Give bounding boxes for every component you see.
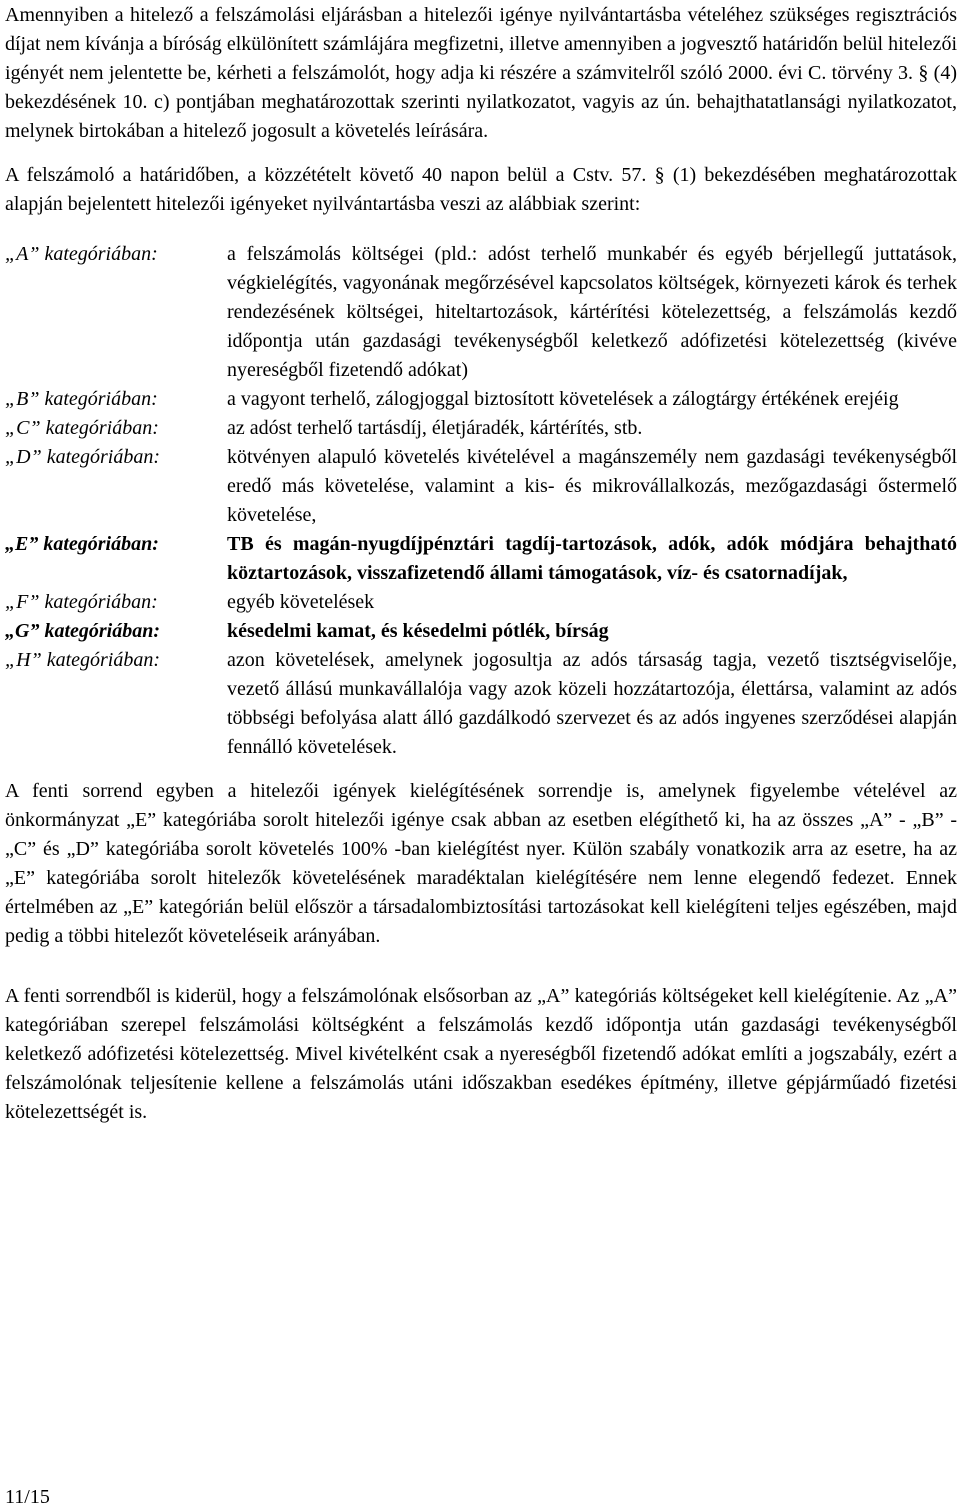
spacer xyxy=(5,951,957,982)
category-label-g: „G” kategóriában: xyxy=(5,620,160,642)
spacer xyxy=(5,146,957,161)
category-label-f: „F” kategóriában: xyxy=(5,591,158,613)
paragraph-conclusion: A fenti sorrendből is kiderül, hogy a felszámolónak elsősorban az „A” kategóriás költségeket kell kielégítenie. Az „A” kategóriában szerepel felszámolási költségként a felszámolás kezdő időpontja után gazdasági tevékenységből keletkező adófizetési kötelezettség. Mivel kivételként csak a nyereségből fizetendő adókat említi a jogszabály, ezért a felszámolónak teljesítenie kellene a felszámolás utáni időszakban esedékes építmény, illetve gépjárműadó fizetési kötelezettségét is. xyxy=(5,985,957,1123)
category-label-b: „B” kategóriában: xyxy=(5,388,158,410)
category-row-c xyxy=(5,414,957,443)
category-text-g: késedelmi kamat, és késedelmi pótlék, bírság xyxy=(227,620,609,642)
category-row-e xyxy=(5,530,957,588)
paragraph-deadline: A felszámoló a határidőben, a közzétételt követő 40 napon belül a Cstv. 57. § (1) bekezdésében meghatározottak alapján bejelentett hitelezői igényeket nyilvántartásba veszi az alábbiak szerint: xyxy=(5,164,957,215)
paragraph-intro: Amennyiben a hitelező a felszámolási eljárásban a hitelezői igénye nyilvántartásba vételéhez szükséges regisztrációs díjat nem kívánja a bíróság elkülönített számlájára megfizetni, illetve amennyiben a jogvesztő határidőn belül hitelezői igényét nem jelentette be, kérheti a felszámolót, hogy adja ki részére a számvitelről szóló 2000. évi C. törvény 3. § (4) bekezdésének 10. c) pontjában meghatározottak szerinti nyilatkozatot, vagyis az ún. behajthatatlansági nyilatkozatot, melynek birtokában a hitelező jogosult a követelés leírására. xyxy=(5,4,957,142)
category-row-a xyxy=(5,240,957,385)
category-label-h: „H” kategóriában: xyxy=(5,649,160,671)
category-row-d xyxy=(5,443,957,530)
category-text-d: kötvényen alapuló követelés kivételével a magánszemély nem gazdasági tevékenységből eredő más követelése, valamint a kis- és mikrovállalkozás, mezőgazdasági őstermelő követelése, xyxy=(227,446,957,526)
paragraph-order: A fenti sorrend egyben a hitelezői igények kielégítésének sorrendje is, amelynek figyelembe vételével az önkormányzat „E” kategóriába sorolt hitelezői igénye csak abban az esetben elégíthető ki, ha az összes „A” - „B” - „C” és „D” kategóriába sorolt követelés 100% -ban kielégítést nyer. Külön szabály vonatkozik arra az esetre, ha az „E” kategóriába sorolt hitelezők követelésének maradéktalan kielégítésére nem lenne elegendő fedezet. Ennek értelmében az „E” kategórián belül először a társadalombiztosítási tartozásokat kell kielégíteni teljes egészében, majd pedig a többi hitelezőt követeléseik arányában. xyxy=(5,780,957,947)
category-text-f: egyéb követelések xyxy=(227,591,375,613)
spacer xyxy=(5,219,957,240)
category-text-c: az adóst terhelő tartásdíj, életjáradék, kártérítés, stb. xyxy=(227,417,643,439)
category-label-d: „D” kategóriában: xyxy=(5,446,160,468)
category-row-g xyxy=(5,617,957,646)
category-label-a: „A” kategóriában: xyxy=(5,243,158,265)
category-row-h xyxy=(5,646,957,762)
category-label-e: „E” kategóriában: xyxy=(5,533,159,555)
page-number: 11/15 xyxy=(5,1486,50,1508)
category-label-c: „C” kategóriában: xyxy=(5,417,159,439)
category-text-a: a felszámolás költségei (pld.: adóst terhelő munkabér és egyéb bérjellegű juttatások, végkielégítés, vagyonának megőrzésével kapcsolatos költségek, környezeti károk és terhek rendezésének költségei, hiteltartozások, kártérítési kötelezettség, a felszámolás kezdő időpontja után gazdasági tevékenységből keletkező adófizetési kötelezettség (kivéve nyereségből fizetendő adókat) xyxy=(227,243,957,381)
spacer xyxy=(5,762,957,777)
document-page xyxy=(5,1,957,1127)
category-text-e: TB és magán-nyugdíjpénztári tagdíj-tartozások, adók, adók módjára behajtható köztartozások, visszafizetendő állami támogatások, víz- és csatornadíjak, xyxy=(227,533,957,584)
category-list xyxy=(5,240,957,762)
category-text-h: azon követelések, amelynek jogosultja az adós társaság tagja, vezető tisztségviselője, vezető állású munkavállalója vagy azok közeli hozzátartozója, élettársa, valamint az adós többségi befolyása alatt álló gazdálkodó szervezet és az adós ingyenes szerződései alapján fennálló követelések. xyxy=(227,649,957,758)
category-row-b xyxy=(5,385,957,414)
category-text-b: a vagyont terhelő, zálogjoggal biztosított követelések a zálogtárgy értékének erejéig xyxy=(227,388,899,410)
category-row-f xyxy=(5,588,957,617)
